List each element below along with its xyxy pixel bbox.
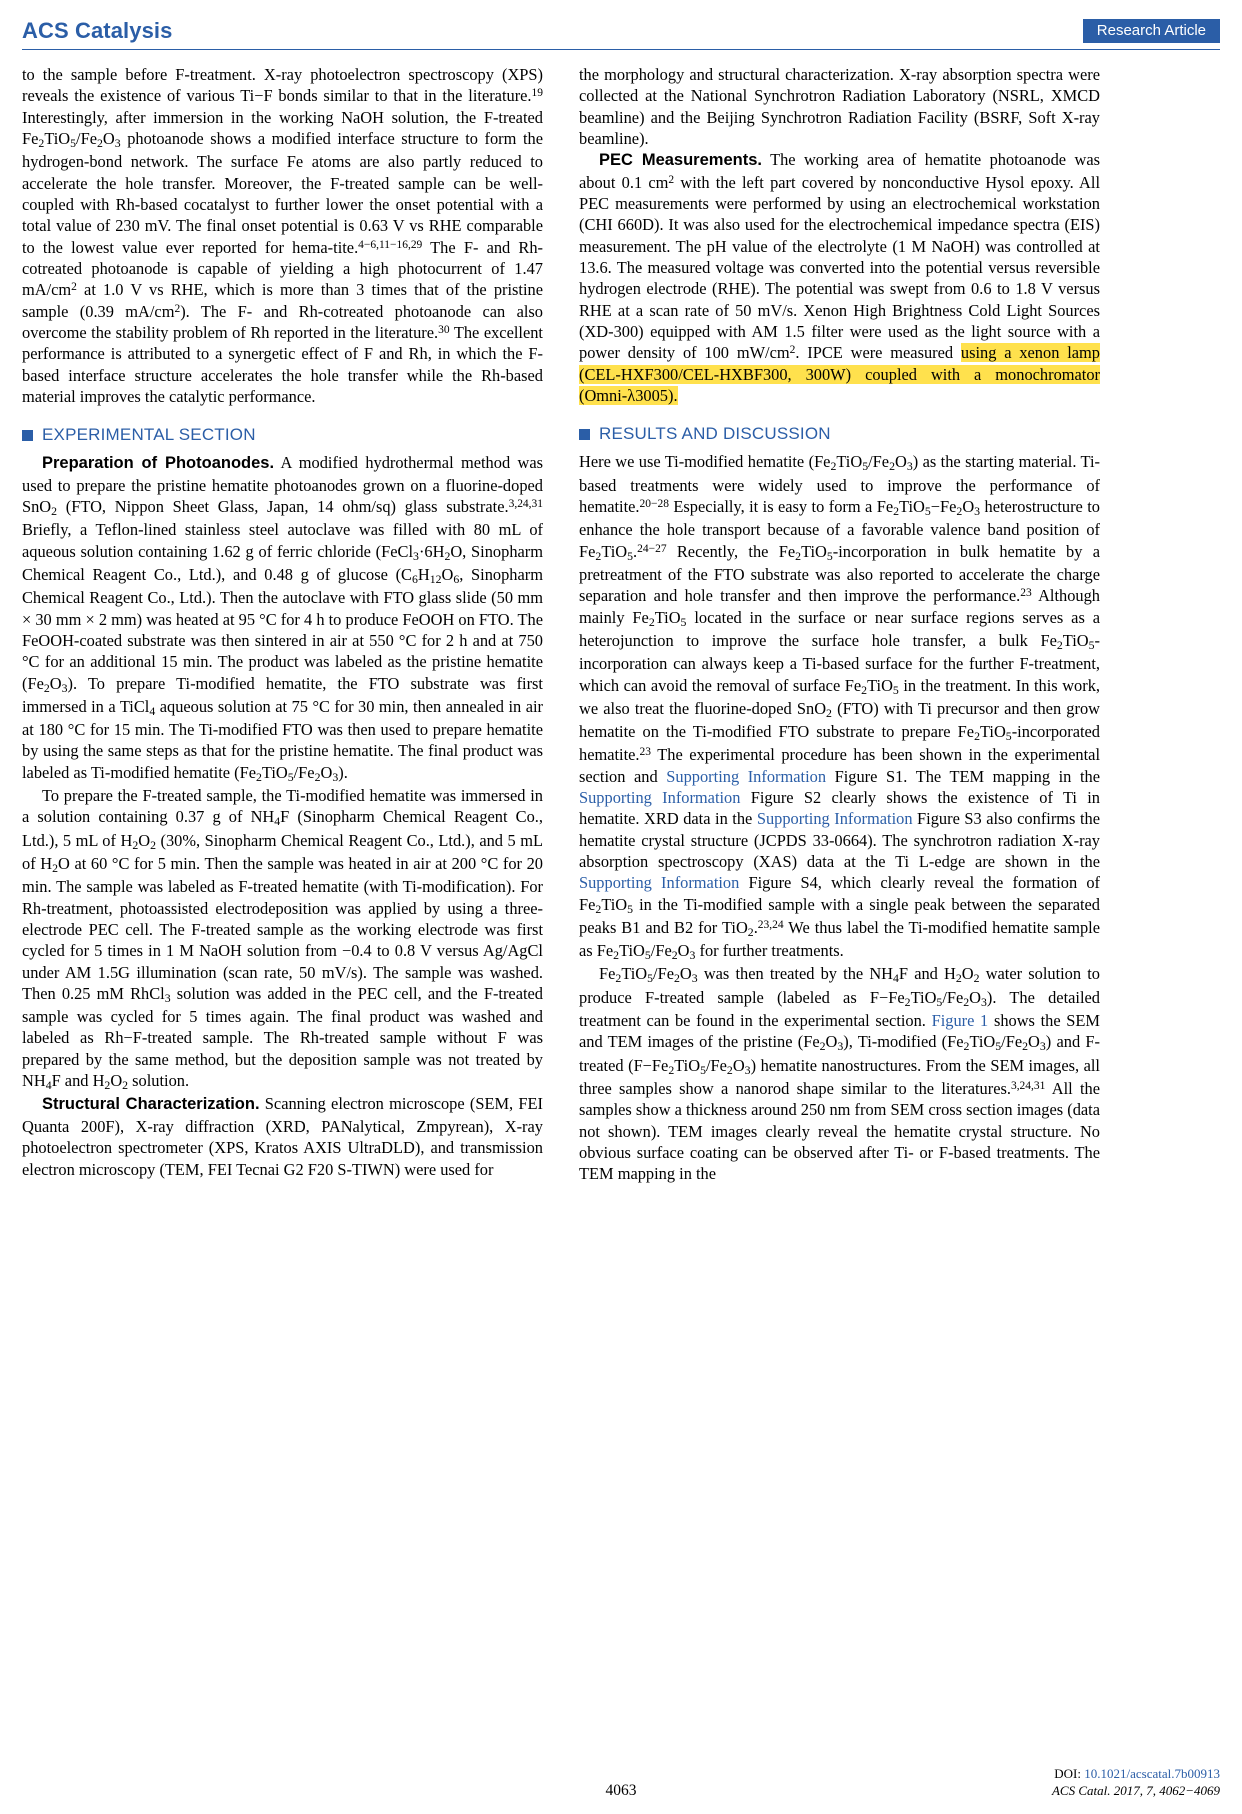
text-run: Especially, it is easy to form a Fe: [668, 497, 894, 517]
paragraph-preparation: [22, 452, 543, 785]
highlighted-text: using a xenon lamp (CEL-HXF300/CEL-HXBF300, 300W) coupled with a monochromator (Omni-: [579, 343, 1100, 406]
subscript: 2: [52, 860, 59, 875]
citation-ref: 30: [438, 323, 450, 336]
citation-line: ACS Catal. 2017, 7, 4062−4069: [1051, 1783, 1220, 1799]
paragraph-results-2: [579, 963, 1100, 1184]
subscript: 2: [819, 1039, 826, 1054]
subscript: 5: [862, 459, 869, 474]
section-heading-results: [579, 423, 1100, 445]
subscript: 5: [680, 614, 687, 629]
subscript: 2: [132, 837, 139, 852]
text-run: TiO: [654, 607, 681, 627]
subscript: 3: [413, 548, 419, 563]
text-run: O: [825, 1032, 838, 1052]
subscript: 4: [149, 703, 156, 718]
text-run: A modified hydrothermal method was used to prepare the pristine hematite photoanodes grown on a fluorine-doped SnO: [22, 453, 543, 517]
subscript: 2: [668, 1062, 675, 1077]
citation-ref: 23,24: [757, 918, 784, 931]
text-run: O, Sinopharm Chemical Reagent Co., Ltd.), and 0.48 g of glucose (C: [22, 541, 543, 584]
subscript: 2: [963, 1039, 970, 1054]
superscript: 2: [668, 173, 675, 186]
subscript: 2: [595, 548, 602, 563]
citation-ref: 20−28: [639, 497, 669, 510]
text-run: ) hematite nanostructures. From the SEM images, all three samples show a nanorod shape similar to the literatures.: [579, 1055, 1100, 1098]
text-run: ·6H: [418, 541, 445, 561]
subscript: 3: [61, 680, 68, 695]
text-run: O: [49, 673, 62, 693]
text-run: located in the surface or near surface regions serves as a heterojunction to improve the surface hole transfer, a bulk Fe: [579, 607, 1100, 650]
subscript: 2: [955, 971, 962, 986]
text-run: at 1.0 V vs RHE, which is more than 3 times that of the pristine sample (0.39 mA/cm: [22, 280, 543, 321]
text-run: The excellent performance is attributed to a synergetic effect of F and Rh, in which the F-based interface structure accelerates the hole transfer while the Rh-based material improves the catalytic performance.: [22, 322, 543, 406]
text-run: TiO: [801, 541, 827, 561]
subscript: 4: [45, 1078, 52, 1093]
text-run: to the sample before F-treatment. X-ray photoelectron spectroscopy (XPS) reveals the existence of various Ti−F bonds similar to that in the literature.: [22, 65, 543, 106]
subscript: 2: [444, 548, 451, 563]
text-run: H: [417, 564, 430, 584]
subscript: 3: [164, 990, 171, 1005]
text-run: in the treatment. In this work, we also treat the fluorine-doped SnO: [579, 675, 1100, 718]
text-run: Figure S2 clearly shows the existence of Ti in hematite. XRD data in the: [579, 788, 1100, 829]
subscript: 2: [893, 504, 900, 518]
subscript: 5: [1005, 729, 1012, 743]
text-run: TiO: [674, 1055, 701, 1075]
citation-ref: 19: [531, 87, 543, 100]
text-run: We thus label the Ti-modified hematite sample as Fe: [579, 917, 1100, 961]
text-run: O: [320, 762, 333, 782]
link-figure-1[interactable]: Figure 1: [931, 1011, 989, 1031]
section-heading-label: RESULTS AND DISCUSSION: [599, 424, 831, 444]
citation-ref: 4−6,11−16,29: [358, 238, 423, 251]
text-run: Although mainly Fe: [579, 586, 1100, 627]
text-run: TiO: [969, 1032, 996, 1052]
text-run: TiO: [621, 964, 648, 984]
link-supporting-information[interactable]: Supporting Information: [756, 809, 913, 829]
two-column-body: [22, 64, 1220, 1185]
text-run: .: [753, 917, 758, 937]
subscript: 2: [674, 971, 680, 986]
text-run: solution was added in the PEC cell, and the F-treated sample was cycled for 5 times again. The final product was washed and labeled as Rh−F-treated sample. The Rh-treated sample without F was prepared by the same method, but the deposition sample was not treated by NH: [22, 983, 543, 1091]
text-run: TiO: [44, 128, 71, 148]
subscript: 12: [429, 571, 442, 586]
text-run: TiO: [601, 541, 628, 561]
subscript: 2: [861, 682, 868, 697]
section-bullet-icon: [579, 429, 590, 440]
text-run: ). The F- and Rh-cotreated photoanode can also overcome the stability problem of Rh reported in the literature.: [22, 301, 543, 342]
page-footer: [22, 1765, 1220, 1800]
subscript: 2: [795, 548, 802, 563]
subscript: 5: [826, 548, 833, 563]
citation-ref: 23: [1020, 587, 1032, 600]
subscript: 5: [995, 1039, 1002, 1054]
section-bullet-icon: [22, 430, 33, 441]
subscript: 2: [830, 459, 837, 474]
subscript: 2: [889, 459, 895, 474]
text-run: TiO: [910, 987, 937, 1007]
subscript: 2: [314, 769, 321, 784]
text-run: The F- and Rh-cotreated photoanode is capable of yielding a high photocurrent of 1.47 mA/cm: [22, 237, 543, 300]
text-run: shows the SEM and TEM images of the pristine (Fe: [579, 1011, 1100, 1052]
paragraph-f-treatment: [22, 785, 543, 1093]
text-run: (FTO) with Ti precursor and then grow hematite on the Ti-modified FTO substrate to prepare Fe: [579, 698, 1100, 742]
subscript: 3: [691, 971, 698, 986]
paragraph-structural: [22, 1093, 543, 1179]
text-run: /Fe: [868, 452, 890, 472]
text-run: ) and F-treated (F−Fe: [579, 1032, 1100, 1075]
text-run: for further treatments.: [695, 941, 844, 961]
subscript: 2: [904, 994, 911, 1009]
subscript: 2: [726, 1062, 733, 1077]
text-run: . IPCE were measured: [795, 343, 961, 363]
text-run: Briefly, a Teflon-lined stainless steel autoclave was filled with 80 mL of aqueous solution containing 1.62 g of ferric chloride (FeCl: [22, 520, 543, 561]
text-run: /Fe: [942, 987, 964, 1007]
superscript: 2: [71, 281, 77, 294]
subscript: 2: [963, 994, 970, 1009]
text-run: Figure S4, which clearly reveal the formation of Fe: [579, 873, 1100, 914]
text-run: TiO: [979, 722, 1006, 742]
subheading-pec: PEC Measurements.: [599, 151, 762, 170]
subscript: 5: [1088, 637, 1095, 652]
citation-ref: 3,24,31: [508, 497, 543, 510]
subscript: 2: [613, 948, 620, 963]
text-run: Fe: [599, 964, 616, 984]
subscript: 4: [893, 971, 899, 986]
text-run: heterostructure to enhance the hole transport because of a favorable valence band position of Fe: [579, 497, 1100, 561]
subscript: 2: [974, 729, 980, 743]
text-run: O at 60 °C for 5 min. Then the sample was heated in air at 200 °C for 20 min. The sample was labeled as F-treated hematite (with Ti-modification). For Rh-treatment, photoassisted electrodeposition was applied by using a three-electrode PEC cell. The F-treated sample as the working electrode was first cycled for 5 times in 1 M NaOH solution from −0.4 to 0.8 V versus Ag/AgCl under AM 1.5G illumination (scan rate, 50 mV/s). The sample was washed. Then 0.25 mM RhCl: [22, 853, 543, 1003]
text-run: ).: [338, 762, 348, 782]
superscript: 2: [789, 344, 796, 357]
subscript: 2: [595, 901, 602, 916]
text-run: ). The detailed treatment can be found in the experimental section.: [579, 987, 1100, 1031]
text-run: solution.: [128, 1071, 190, 1091]
subscript: 5: [647, 971, 654, 986]
subscript: 3: [906, 459, 913, 474]
text-run: aqueous solution at 75 °C for 30 min, then annealed in air at 180 °C for 15 min. The Ti-modified FTO was then used to prepare hematite by using the same steps as that for the pristine hematite. The final product was labeled as Ti-modified hematite (Fe: [22, 696, 543, 782]
text-run: TiO: [836, 452, 863, 472]
paragraph-characterization-continued: [579, 64, 1100, 149]
text-run: TiO: [899, 497, 925, 517]
text-run: O: [969, 987, 982, 1007]
text-run: O: [732, 1055, 745, 1075]
subscript: 5: [627, 548, 634, 563]
text-run: .: [633, 541, 638, 561]
text-run: O: [961, 964, 974, 984]
subscript: 2: [1022, 1039, 1029, 1054]
subscript: 5: [936, 994, 943, 1009]
text-run: /Fe: [1001, 1032, 1023, 1052]
text-run: Figure S3 also confirms the hematite crystal structure (JCPDS 33-0664). The synchrotron radiation X-ray absorption spectroscopy (XAS) data at the Ti L-edge are shown in the: [579, 809, 1100, 871]
text-run: TiO: [867, 675, 893, 695]
subscript: 2: [648, 614, 655, 629]
citation-ref: 23: [639, 746, 651, 759]
subscript: 2: [51, 504, 58, 518]
text-run: F and H: [51, 1071, 105, 1091]
subscript: 5: [644, 948, 651, 963]
subscript: 2: [973, 971, 980, 986]
subscript: 2: [1056, 637, 1063, 652]
subscript: 3: [974, 504, 981, 518]
text-run: O: [102, 128, 115, 148]
text-run: O: [962, 497, 975, 517]
text-run: ), Ti-modified (Fe: [843, 1032, 964, 1052]
page-header: [22, 18, 1220, 50]
subscript: 2: [122, 1078, 129, 1093]
text-run: /Fe: [293, 762, 315, 782]
text-run: -incorporated hematite.: [579, 722, 1100, 765]
text-run: /Fe: [650, 941, 672, 961]
subscript: 2: [104, 1078, 111, 1093]
text-run: with the left part covered by nonconductive Hysol epoxy. All PEC measurements were performed by using an electrochemical workstation (CHI 660D). It was also used for the electrochemical impedance spectra (EIS) measurement. The pH value of the electrolyte (1 M NaOH) was controlled at 13.6. The measured voltage was converted into the potential versus reversible hydrogen electrode (RHE). The potential was swept from 0.6 to 1.8 V versus RHE at a scan rate of 50 mV/s. Xenon High Brightness Cold Light Sources (XD-300) equipped with AM 1.5 filter were used as the light source with a power density of 100 mW/cm: [579, 172, 1101, 363]
text-run: ) as the starting material. Ti-based treatments were widely used to improve the performance of hematite.: [579, 452, 1101, 517]
link-supporting-information[interactable]: Supporting Information: [579, 788, 741, 807]
subscript: 5: [892, 682, 899, 697]
paragraph-continued: to the sample before F-treatment. X-ray photoelectron spectroscopy (XPS) reveals the existence of various Ti−F bonds similar to that in the literature.$^{19}$ Interestingly, after immersion in the working NaOH solution, the F-treated $Fe_2TiO_5/Fe_2O_3$ photoanode shows a modified interface structure to form the hydrogen-bond network. The surface Fe atoms are also partly reduced to accelerate the hole transfer. Moreover, the F-treated sample can be well-coupled with Rh-based cocatalyst to further lower the onset potential with a total value of 230 mV. The final onset potential is 0.63 V vs RHE comparable to the lowest value ever reported for hema-tite.$^{4-6,11-16,29}$ The F- and Rh-cotreated photoanode is capable of yielding a high photocurrent of 1.47 $mA/cm^2$ at 1.0 V vs RHE, which is more than 3 times that of the pristine sample (0.39 $mA/cm^2$). The F- and Rh-cotreated photoanode can also overcome the stability problem of Rh reported in the literature.$^{30}$ The excellent performance is attributed to a synergetic effect of F and Rh, in which the F-based interface structure accelerates the hole transfer while the Rh-based material improves the catalytic performance.: [22, 65, 543, 406]
subscript: 3: [744, 1062, 751, 1077]
subscript: 2: [150, 837, 156, 852]
text-run: /Fe: [76, 128, 97, 148]
subscript: 2: [826, 705, 832, 720]
paragraph-pec-measurements: [579, 149, 1100, 406]
subscript: 5: [627, 901, 634, 916]
subscript: 2: [615, 971, 622, 986]
text-run: Recently, the Fe: [666, 541, 796, 561]
subscript: 3: [689, 948, 696, 963]
text-run: The working area of hematite photoanode was about 0.1 cm: [579, 150, 1100, 192]
subscript: 3: [332, 769, 339, 784]
subheading-preparation: Preparation of Photoanodes.: [42, 454, 275, 473]
text-run: O: [110, 1071, 123, 1091]
page-number: 4063: [605, 1782, 637, 1799]
superscript: 2: [174, 302, 181, 315]
text-run: O: [677, 941, 690, 961]
subscript: 3: [1039, 1039, 1046, 1054]
text-run: TiO: [601, 894, 628, 914]
text-run: All the samples show a thickness around 250 nm from SEM cross section images (data not shown). TEM images clearly reveal the hematite crystal structure. No obvious surface coating can be observed after Ti- or F-based treatments. The TEM mapping in the: [579, 1078, 1100, 1184]
text-run: water solution to produce F-treated sample (labeled as F−Fe: [579, 964, 1100, 1007]
right-column: [579, 64, 1100, 1185]
left-column: [22, 64, 543, 1180]
text-run: /Fe: [705, 1055, 727, 1075]
text-run: O: [1028, 1032, 1040, 1052]
subscript: 5: [700, 1062, 706, 1077]
link-supporting-information[interactable]: Supporting Information: [666, 766, 827, 786]
text-run: photoanode shows a modified interface structure to form the hydrogen-bond network. The surface Fe atoms are also partly reduced to accelerate the hole transfer. Moreover, the F-treated sample can be well-coupled with Rh-based cocatalyst to further lower the onset potential with a total value of 230 mV. The final onset potential is 0.63 V vs RHE comparable to the lowest value ever reported for hema-tite.: [22, 128, 543, 257]
citation-ref: 24−27: [637, 542, 667, 555]
subscript: 6: [411, 571, 418, 586]
text-run: Here we use Ti-modified hematite (Fe: [579, 452, 831, 472]
subscript: 4: [274, 814, 281, 829]
article-type-badge: Research Article: [1083, 19, 1220, 43]
text-run: was then treated by the NH: [697, 964, 894, 984]
text-run: Interestingly, after immersion in the working NaOH solution, the F-treated Fe: [22, 107, 543, 148]
subheading-structural: Structural Characterization.: [42, 1095, 260, 1114]
text-run: O: [138, 830, 151, 850]
text-run: TiO: [261, 762, 288, 782]
link-supporting-information[interactable]: Supporting Information: [579, 873, 740, 893]
text-run: /Fe: [653, 964, 674, 984]
section-heading-label: EXPERIMENTAL SECTION: [42, 425, 256, 445]
subscript: 3: [837, 1039, 844, 1054]
text-run: F (Sinopharm Chemical Reagent Co., Ltd.), 5 mL of H: [22, 807, 544, 850]
subscript: 2: [956, 504, 963, 518]
section-heading-experimental: [22, 424, 543, 446]
text-run: TiO: [1062, 630, 1089, 650]
text-run: TiO: [619, 941, 645, 961]
text-run: in the Ti-modified sample with a single peak between the separated peaks B1 and B2 for TiO: [579, 894, 1100, 937]
text-run: (30%, Sinopharm Chemical Reagent Co., Ltd.), and 5 mL of H: [22, 830, 543, 873]
subscript: 5: [924, 504, 931, 518]
text-run: O: [441, 564, 454, 584]
doi-label: DOI:: [1054, 1765, 1085, 1781]
text-run: The experimental procedure has been shown in the experimental section and: [579, 745, 1100, 786]
text-run: O: [679, 964, 692, 984]
subscript: 3: [981, 994, 987, 1009]
text-run: -incorporation can always keep a Ti-based surface for the further F-treatment, which can avoid the removal of surface Fe: [579, 630, 1100, 695]
text-run: -incorporation in bulk hematite by a pretreatment of the FTO substrate was also reported to accelerate the charge separation and hole transfer and then improve the performance.: [579, 541, 1101, 606]
text-run: (FTO, Nippon Sheet Glass, Japan, 14 ohm/sq) glass substrate.: [57, 497, 509, 517]
subscript: 6: [453, 571, 460, 586]
text-run: Figure S1. The TEM mapping in the: [826, 766, 1100, 786]
journal-title: ACS Catalysis: [22, 18, 173, 43]
text-run: the morphology and structural characterization. X-ray absorption spectra were collected at the National Synchrotron Radiation Laboratory (NSRL, XMCD beamline) and the Beijing Synchrotron Radiation Facility (BSRF, Soft X-ray beamline).: [579, 65, 1100, 148]
citation-ref: 3,24,31: [1010, 1079, 1046, 1092]
text-run: Scanning electron microscope (SEM, FEI Quanta 200F), X-ray diffraction (XRD, PANalytical, Zmpyrean), X-ray photoelectron spectrometer (XPS, Kratos AXIS UltraDLD), and transmission electron microscopy (TEM, FEI Tecnai G2 F20 S-TIWN) were used for: [22, 1094, 543, 1179]
subscript: 5: [287, 769, 294, 784]
text-run: To prepare the F-treated sample, the Ti-modified hematite was immersed in a solution containing 0.37 g of NH: [22, 786, 543, 827]
subscript: 2: [255, 769, 262, 784]
text-run: ). To prepare Ti-modified hematite, the FTO substrate was first immersed in a TiCl: [22, 673, 543, 716]
subscript: 2: [43, 680, 50, 695]
text-run: −Fe: [930, 497, 957, 517]
paragraph-results-1: [579, 451, 1100, 963]
text-run: O: [894, 452, 907, 472]
subscript: 2: [747, 924, 754, 939]
doi-link[interactable]: 10.1021/acscatal.7b00913: [1084, 1765, 1220, 1781]
subscript: 2: [671, 948, 678, 963]
doi-line: [1052, 1765, 1220, 1783]
text-run: F and H: [898, 964, 956, 984]
highlighted-text-continued: λ3005).: [627, 386, 678, 406]
text-run: , Sinopharm Chemical Reagent Co., Ltd.). Then the autoclave with FTO glass slide (50 mm × 30 mm × 2 mm) was heated at 95 °C for 4 h to produce FeOOH on FTO. The FeOOH-coated substrate was then sintered in air at 550 °C for 2 h and at 750 °C for an additional 15 min. The product was labeled as the pristine hematite (Fe: [22, 564, 543, 693]
